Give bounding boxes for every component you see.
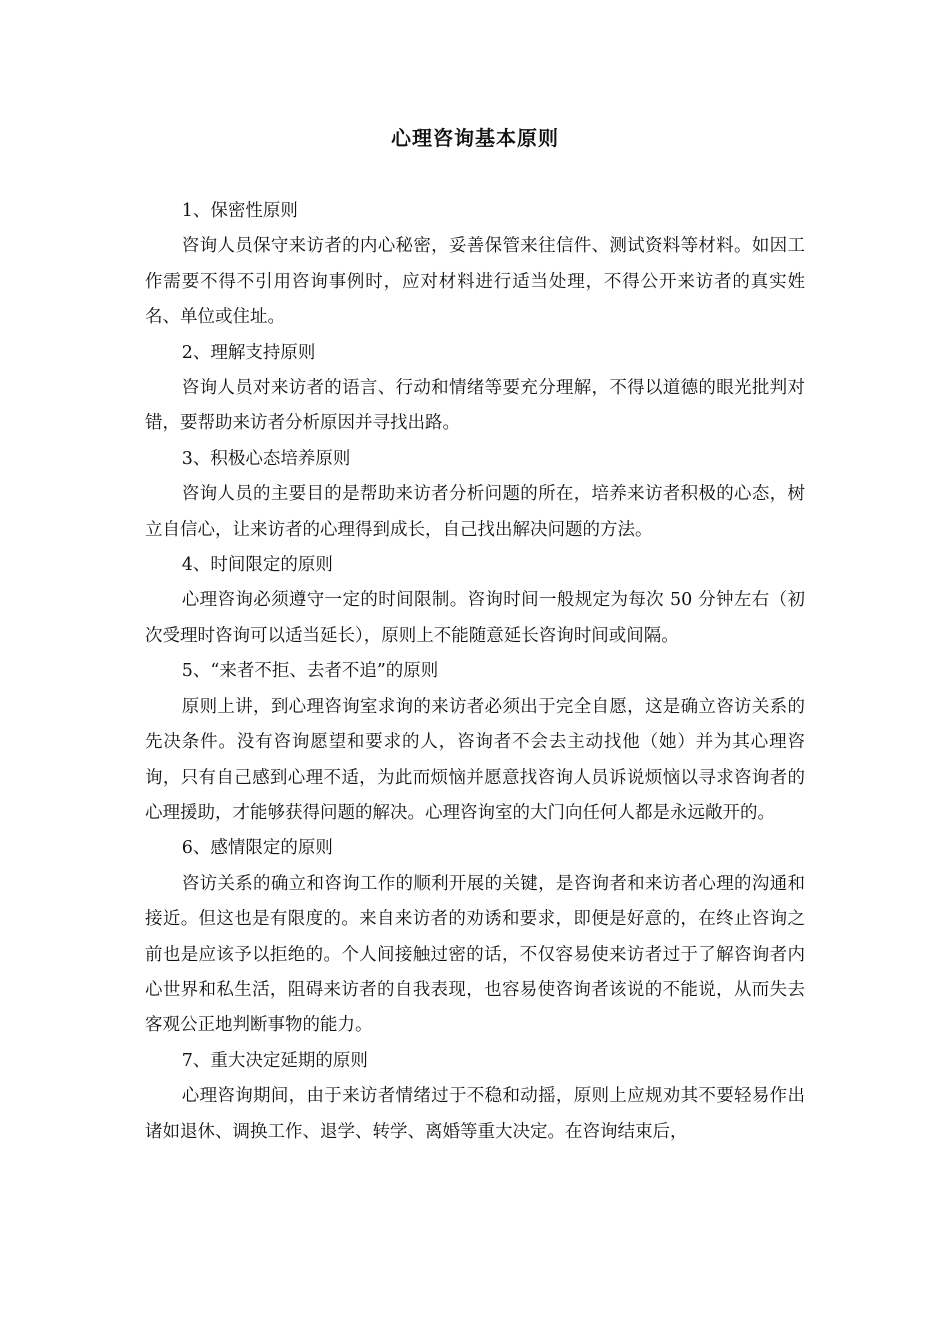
- section-heading-emotion-limit: 6、感情限定的原则: [181, 838, 333, 859]
- section-heading-time-limit: 4、时间限定的原则: [181, 555, 333, 576]
- document-body: [145, 194, 805, 1150]
- paragraph-positive-attitude: 咨询人员的主要目的是帮助来访者分析问题的所在，培养来访者积极的心态，树立自信心，让来访者的心理得到成长，自己找出解决问题的方法。: [145, 484, 805, 540]
- paragraph-understanding-support: 咨询人员对来访者的语言、行动和情绪等要充分理解，不得以道德的眼光批判对错，要帮助来访者分析原因并寻找出路。: [145, 378, 805, 434]
- paragraph-time-limit: 心理咨询必须遵守一定的时间限制。咨询时间一般规定为每次 50 分钟左右（初次受理时咨询可以适当延长），原则上不能随意延长咨询时间或间隔。: [145, 590, 805, 646]
- paragraph-major-decision: 心理咨询期间，由于来访者情绪过于不稳和动摇，原则上应规劝其不要轻易作出诸如退休、调换工作、退学、转学、离婚等重大决定。在咨询结束后，: [145, 1086, 805, 1142]
- section-heading-voluntary: 5、“来者不拒、去者不追”的原则: [181, 661, 439, 682]
- paragraph-voluntary: 原则上讲，到心理咨询室求询的来访者必须出于完全自愿，这是确立咨访关系的先决条件。没有咨询愿望和要求的人，咨询者不会去主动找他（她）并为其心理咨询，只有自己感到心理不适，为此而烦恼并愿意找咨询人员诉说烦恼以寻求咨询者的心理援助，才能够获得问题的解决。心理咨询室的大门向任何人都是永远敞开的。: [145, 696, 805, 823]
- paragraph-confidentiality: 咨询人员保守来访者的内心秘密，妥善保管来往信件、测试资料等材料。如因工作需要不得不引用咨询事例时，应对材料进行适当处理，不得公开来访者的真实姓名、单位或住址。: [145, 236, 805, 328]
- section-heading-major-decision: 7、重大决定延期的原则: [181, 1050, 368, 1071]
- paragraph-emotion-limit: 咨访关系的确立和咨询工作的顺利开展的关键，是咨询者和来访者心理的沟通和接近。但这也是有限度的。来自来访者的劝诱和要求，即便是好意的，在终止咨询之前也是应该予以拒绝的。个人间接触过密的话，不仅容易使来访者过于了解咨询者内心世界和私生活，阻碍来访者的自我表现，也容易使咨询者该说的不能说，从而失去客观公正地判断事物的能力。: [145, 873, 805, 1036]
- section-heading-understanding-support: 2、理解支持原则: [181, 342, 316, 363]
- document-title: 心理咨询基本原则: [391, 126, 559, 150]
- section-heading-positive-attitude: 3、积极心态培养原则: [181, 448, 351, 469]
- section-heading-confidentiality: 1、保密性原则: [181, 201, 298, 221]
